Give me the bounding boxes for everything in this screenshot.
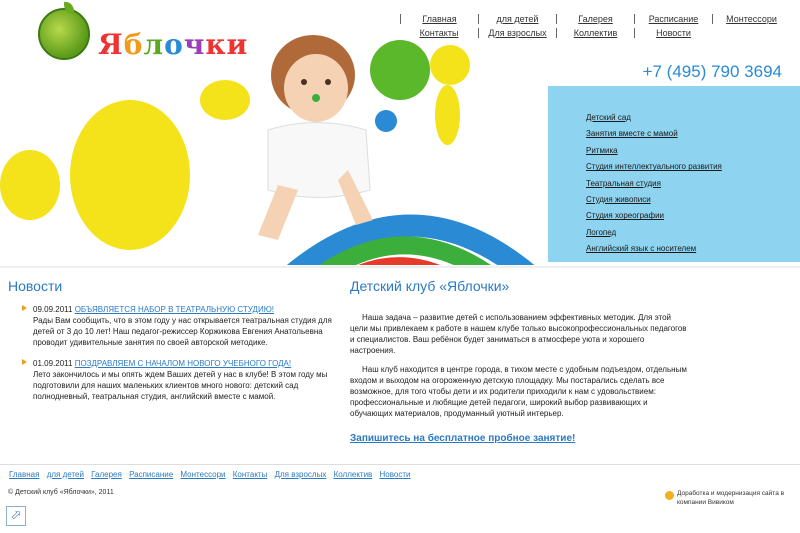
nav-link-team[interactable]: Коллектив	[556, 28, 634, 38]
news-date: 01.09.2011	[33, 359, 73, 368]
logo-letter-2: б	[123, 28, 144, 61]
nav-link-home[interactable]: Главная	[400, 14, 478, 24]
top-nav-row-2	[400, 26, 800, 40]
logo-text	[98, 28, 248, 61]
news-item	[8, 358, 338, 402]
news-link[interactable]: ОБЪЯВЛЯЕТСЯ НАБОР В ТЕАТРАЛЬНУЮ СТУДИЮ!	[74, 305, 275, 314]
services-menu	[548, 86, 800, 262]
nav-link-news[interactable]: Новости	[634, 28, 712, 38]
footer-link-montessori[interactable]: Монтессори	[180, 470, 226, 479]
expand-arrow-icon[interactable]: ⬀	[6, 506, 26, 526]
news-list	[8, 304, 338, 402]
developer-text: Доработка и модернизация сайта в компании Вивиком	[677, 490, 785, 506]
service-link-rhythmics[interactable]: Ритмика	[586, 145, 618, 155]
nav-link-gallery[interactable]: Галерея	[556, 14, 634, 24]
news-section	[8, 278, 338, 402]
service-link-intellectual[interactable]: Студия интеллектуального развития	[586, 162, 722, 172]
free-trial-link[interactable]: Запишитесь на бесплатное пробное занятие!	[350, 433, 576, 444]
top-nav	[400, 12, 800, 40]
phone-number: +7 (495) 790 3694	[642, 62, 782, 81]
yellow-splash	[435, 85, 460, 145]
news-title: Новости	[8, 278, 63, 294]
nav-link-schedule[interactable]: Расписание	[634, 14, 712, 24]
news-link[interactable]: ПОЗДРАВЛЯЕМ С НАЧАЛОМ НОВОГО УЧЕБНОГО ГОДА!	[74, 359, 292, 368]
nav-link-for-adults[interactable]: Для взрослых	[478, 28, 556, 38]
club-title: Детский клуб «Яблочки»	[350, 278, 510, 294]
developer-logo-icon	[665, 491, 674, 500]
footer-link-for-kids[interactable]: для детей	[46, 470, 84, 479]
service-link-choreography[interactable]: Студия хореографии	[586, 211, 664, 221]
service-link-with-mom[interactable]: Занятия вместе с мамой	[586, 129, 678, 139]
service-link-english[interactable]: Английский язык с носителем	[586, 244, 697, 254]
apple-logo-icon	[38, 8, 90, 60]
child-illustration	[248, 20, 388, 245]
bullet-arrow-icon	[22, 359, 27, 365]
top-nav-row-1	[400, 12, 800, 26]
footer-link-contacts[interactable]: Контакты	[232, 470, 268, 479]
service-link-painting[interactable]: Студия живописи	[586, 194, 651, 204]
nav-link-for-kids[interactable]: для детей	[478, 14, 556, 24]
footer-link-news[interactable]: Новости	[379, 470, 411, 479]
news-text: Лето закончилось и мы опять ждем Ваших детей у нас в клубе! В этом году мы подготовили для наших маленьких клиентов много нового: детский сад полнодневный, театральная студия, английский вместе с мамой.	[33, 370, 328, 401]
news-item	[8, 304, 338, 348]
logo-letter-5: ч	[183, 28, 206, 61]
yellow-splash	[430, 45, 470, 85]
yellow-splash	[0, 150, 60, 220]
footer-link-gallery[interactable]: Галерея	[91, 470, 122, 479]
news-text: Рады Вам сообщить, что в этом году у нас открывается театральная студия для детей от 3 до 10 лет! Наш педагог-режиссер Коржикова Евгения Анатольевна проводит удивительные занятия по своей авторской методике.	[33, 316, 332, 347]
yellow-splash	[200, 80, 250, 120]
nav-link-montessori[interactable]: Монтессори	[712, 14, 790, 24]
footer-link-schedule[interactable]: Расписание	[129, 470, 174, 479]
copyright: © Детский клуб «Яблочки», 2011	[8, 489, 114, 496]
logo-letter-4: о	[164, 28, 184, 61]
service-link-theatre[interactable]: Театральная студия	[586, 178, 661, 188]
club-paragraph-2: Наш клуб находится в центре города, в тихом месте с удобным подъездом, отдельным входом и выходом на огороженную детскую площадку. Мы постарались сделать все возможное, для того чтобы дети и их родители приходили к нам с удовольствием: профессиональные и любящие детей педагоги, широкий выбор развивающих и обучающих материалов, продуманный уютный интерьер.	[350, 365, 687, 418]
hero-banner	[0, 0, 800, 265]
logo-letter-1: Я	[98, 28, 124, 61]
service-link-kindergarten[interactable]: Детский сад	[586, 113, 631, 122]
developer-credit[interactable]	[665, 489, 795, 507]
club-paragraph-1: Наша задача – развитие детей с использованием эффективных методик. Для этой цели мы привлекаем к работе в нашем клубе только высокопрофессиональных педагогов и специалистов. Ваш ребёнок будет заниматься в атмосфере уюта и хорошего настроения.	[350, 313, 687, 355]
footer-link-team[interactable]: Коллектив	[333, 470, 373, 479]
service-link-speech[interactable]: Логопед	[586, 227, 617, 237]
news-date: 09.09.2011	[33, 305, 73, 314]
footer-link-for-adults[interactable]: Для взрослых	[274, 470, 327, 479]
yellow-splash	[70, 100, 190, 250]
footer-link-home[interactable]: Главная	[9, 470, 40, 479]
logo-letter-6: ки	[205, 28, 249, 61]
section-divider	[0, 266, 800, 268]
logo-letter-3: л	[143, 28, 165, 61]
logo[interactable]	[38, 6, 249, 66]
club-section	[350, 278, 690, 444]
bullet-arrow-icon	[22, 305, 27, 311]
nav-link-contacts[interactable]: Контакты	[419, 28, 459, 38]
footer-nav	[0, 464, 800, 479]
